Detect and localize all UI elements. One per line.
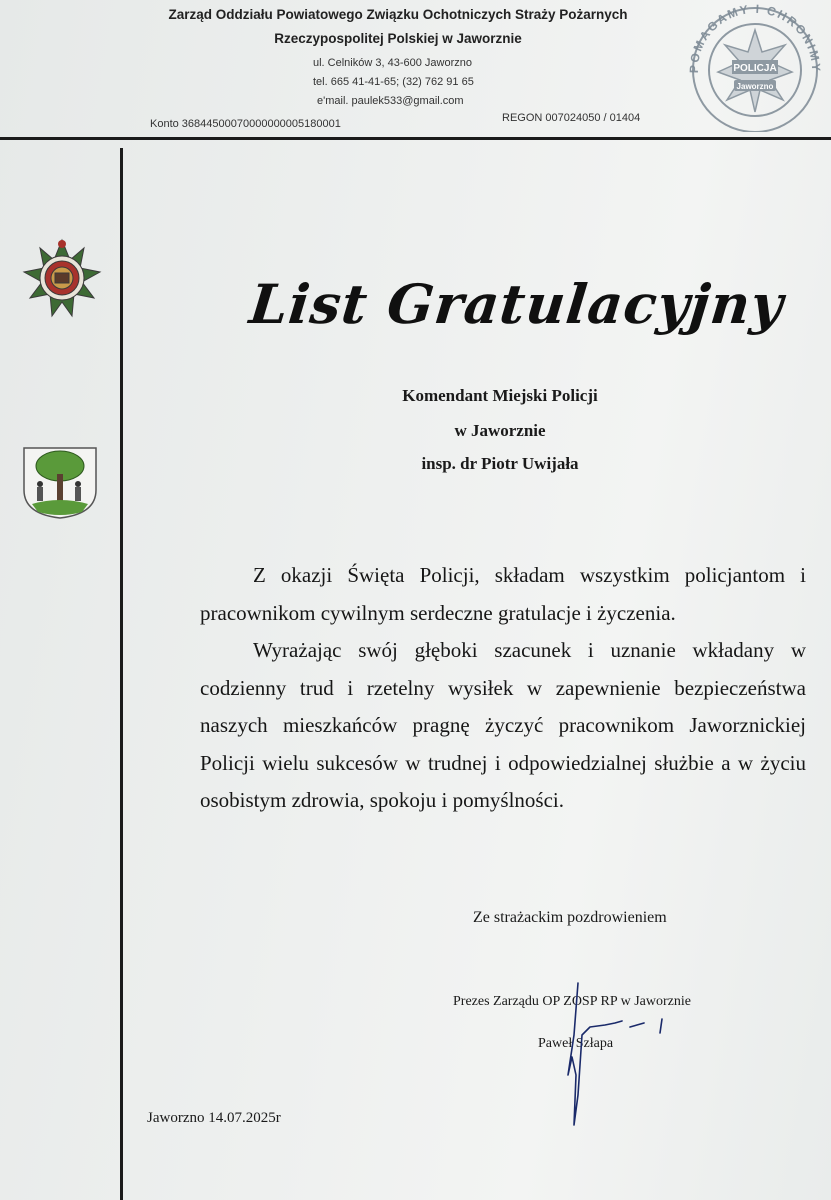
- org-name-line2: Rzeczypospolitej Polskiej w Jaworznie: [274, 31, 522, 46]
- signer-name: Paweł Szłapa: [538, 1036, 614, 1051]
- org-bank-account: Konto 36844500070000000005180001: [150, 118, 341, 130]
- header-divider: [0, 137, 831, 140]
- org-address: ul. Celników 3, 43-600 Jaworzno: [313, 57, 472, 69]
- margin-divider: [120, 148, 123, 1200]
- org-email: e'mail. paulek533@gmail.com: [317, 95, 464, 107]
- recipient-line-2: w Jaworznie: [454, 421, 546, 440]
- signer-role: Prezes Zarządu OP ZOSP RP w Jaworznie: [453, 994, 691, 1009]
- recipient-line-1: Komendant Miejski Policji: [402, 386, 598, 405]
- document-date: Jaworzno 14.07.2025r: [147, 1110, 281, 1126]
- police-stamp-icon: [680, 0, 830, 132]
- recipient-line-3: insp. dr Piotr Uwijała: [421, 454, 579, 473]
- city-coat-of-arms-icon: [22, 446, 98, 520]
- handwritten-signature: [560, 975, 680, 1135]
- letter-body: [200, 557, 806, 820]
- org-regon: REGON 007024050 / 01404: [502, 112, 641, 124]
- svg-text:POMAGAMY I CHRONIMY: POMAGAMY I CHRONIMY: [686, 1, 824, 74]
- org-phone: tel. 665 41-41-65; (32) 762 91 65: [313, 76, 474, 88]
- fire-brigade-emblem-icon: [22, 238, 102, 320]
- svg-text:Jaworzno: Jaworzno: [736, 82, 774, 91]
- org-name-line1: Zarząd Oddziału Powiatowego Związku Ochotniczych Straży Pożarnych: [168, 7, 628, 22]
- svg-text:POLICJA: POLICJA: [733, 63, 777, 74]
- closing-greeting: Ze strażackim pozdrowieniem: [473, 909, 667, 926]
- document-title: List Gratulacyjny: [246, 272, 787, 336]
- body-paragraph: Wyrażając swój głęboki szacunek i uznanie wkładany w codzienny trud i rzetelny wysiłek w zapewnienie bezpieczeństwa naszych mieszkańców pragnę życzyć pracownikom Jaworznickiej Policji wielu sukcesów w trudnej i odpowiedzialnej służbie a w życiu osobistym zdrowia, spokoju i pomyślności.: [200, 638, 806, 812]
- body-paragraph: Z okazji Święta Policji, składam wszystkim policjantom i pracownikom cywilnym serdeczne gratulacje i życzenia.: [200, 563, 806, 625]
